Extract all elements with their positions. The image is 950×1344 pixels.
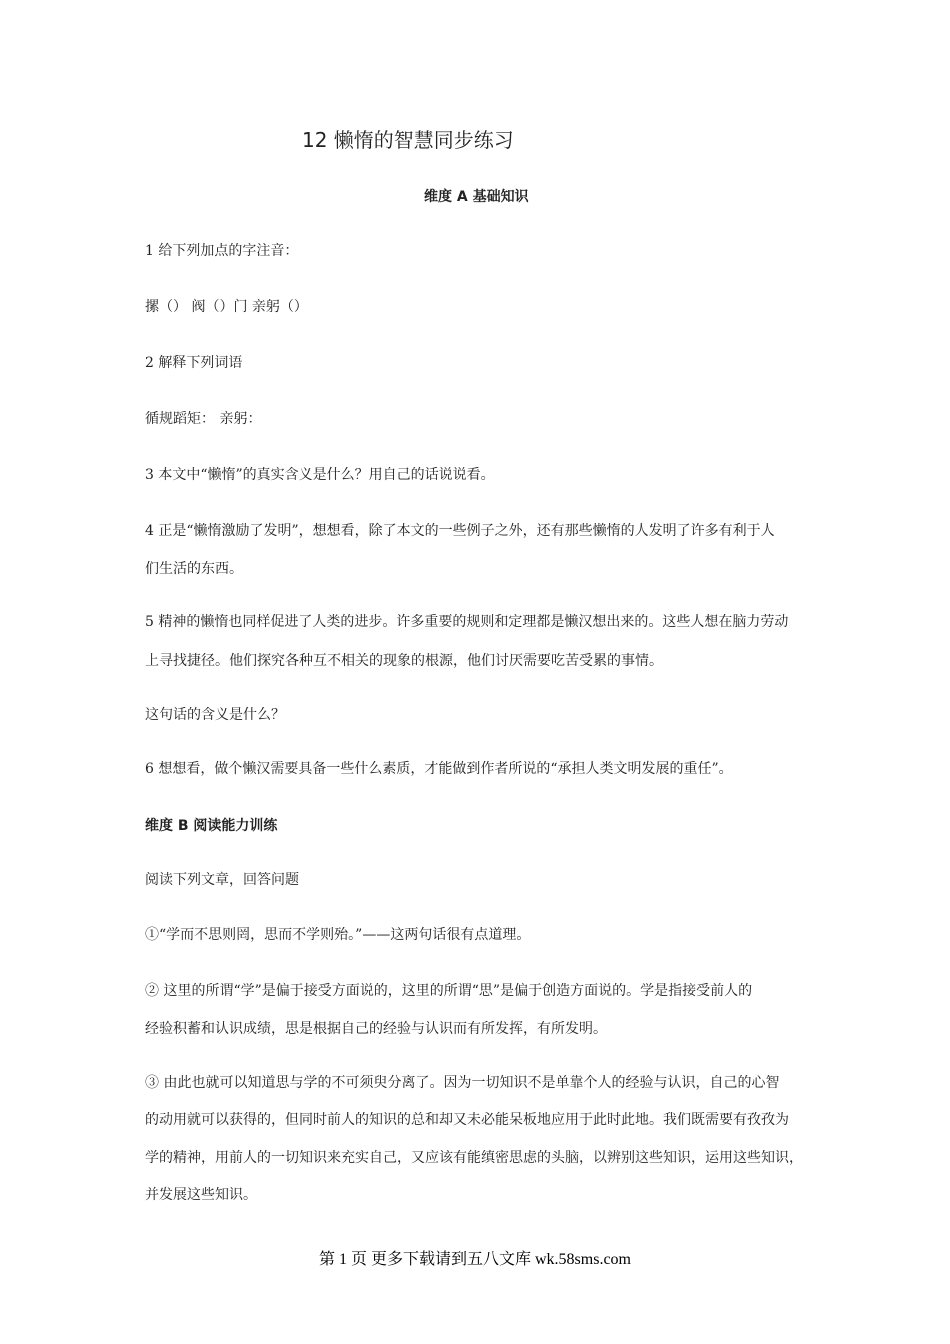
question-2-terms: 循规蹈矩： 亲躬： <box>145 411 262 427</box>
question-4-line-1: 4 正是“懒惰激励了发明”，想想看，除了本文的一些例子之外，还有那些懒惰的人发明了许多有利于人 <box>145 523 775 539</box>
reading-instruction: 阅读下列文章，回答问题 <box>145 872 299 888</box>
question-5-line-1: 5 精神的懒惰也同样促进了人类的进步。许多重要的规则和定理都是懒汉想出来的。这些人想在脑力劳动 <box>145 614 789 630</box>
question-5-prompt: 这句话的含义是什么？ <box>145 707 285 723</box>
passage-paragraph-3-line-4: 并发展这些知识。 <box>145 1187 257 1203</box>
page-footer: 第 1 页 更多下载请到五八文库 wk.58sms.com <box>318 1251 631 1268</box>
passage-paragraph-3-line-2: 的动用就可以获得的，但同时前人的知识的总和却又未必能呆板地应用于此时此地。我们既需要有孜孜为 <box>145 1112 789 1128</box>
page-title: 12 懒惰的智慧同步练习 <box>302 128 514 152</box>
passage-paragraph-2-line-2: 经验积蓄和认识成绩，思是根据自己的经验与认识而有所发挥，有所发明。 <box>145 1021 607 1037</box>
question-6: 6 想想看，做个懒汉需要具备一些什么素质，才能做到作者所说的“承担人类文明发展的重任”。 <box>145 761 733 777</box>
passage-paragraph-3-line-1: ③ 由此也就可以知道思与学的不可须臾分离了。因为一切知识不是单靠个人的经验与认识，自己的心智 <box>145 1075 780 1091</box>
question-2: 2 解释下列词语 <box>145 355 243 371</box>
question-4-line-2: 们生活的东西。 <box>145 561 243 577</box>
section-b-heading: 维度 B 阅读能力训练 <box>145 818 278 834</box>
passage-paragraph-3-line-3: 学的精神，用前人的一切知识来充实自己，又应该有能缜密思虑的头脑，以辨别这些知识，运用这些知识， <box>145 1150 803 1166</box>
question-5-line-2: 上寻找捷径。他们探究各种互不相关的现象的根源，他们讨厌需要吃苦受累的事情。 <box>145 653 663 669</box>
passage-paragraph-2-line-1: ② 这里的所谓“学”是偏于接受方面说的，这里的所谓“思”是偏于创造方面说的。学是指接受前人的 <box>145 983 753 999</box>
passage-paragraph-1: ①“学而不思则罔，思而不学则殆。”——这两句话很有点道理。 <box>145 927 531 943</box>
section-a-heading: 维度 A 基础知识 <box>424 189 529 205</box>
question-1-blanks: 摞（） 阀（）门 亲躬（） <box>145 299 308 315</box>
question-3: 3 本文中“懒惰”的真实含义是什么？用自己的话说说看。 <box>145 467 495 483</box>
question-1: 1 给下列加点的字注音： <box>145 243 299 259</box>
